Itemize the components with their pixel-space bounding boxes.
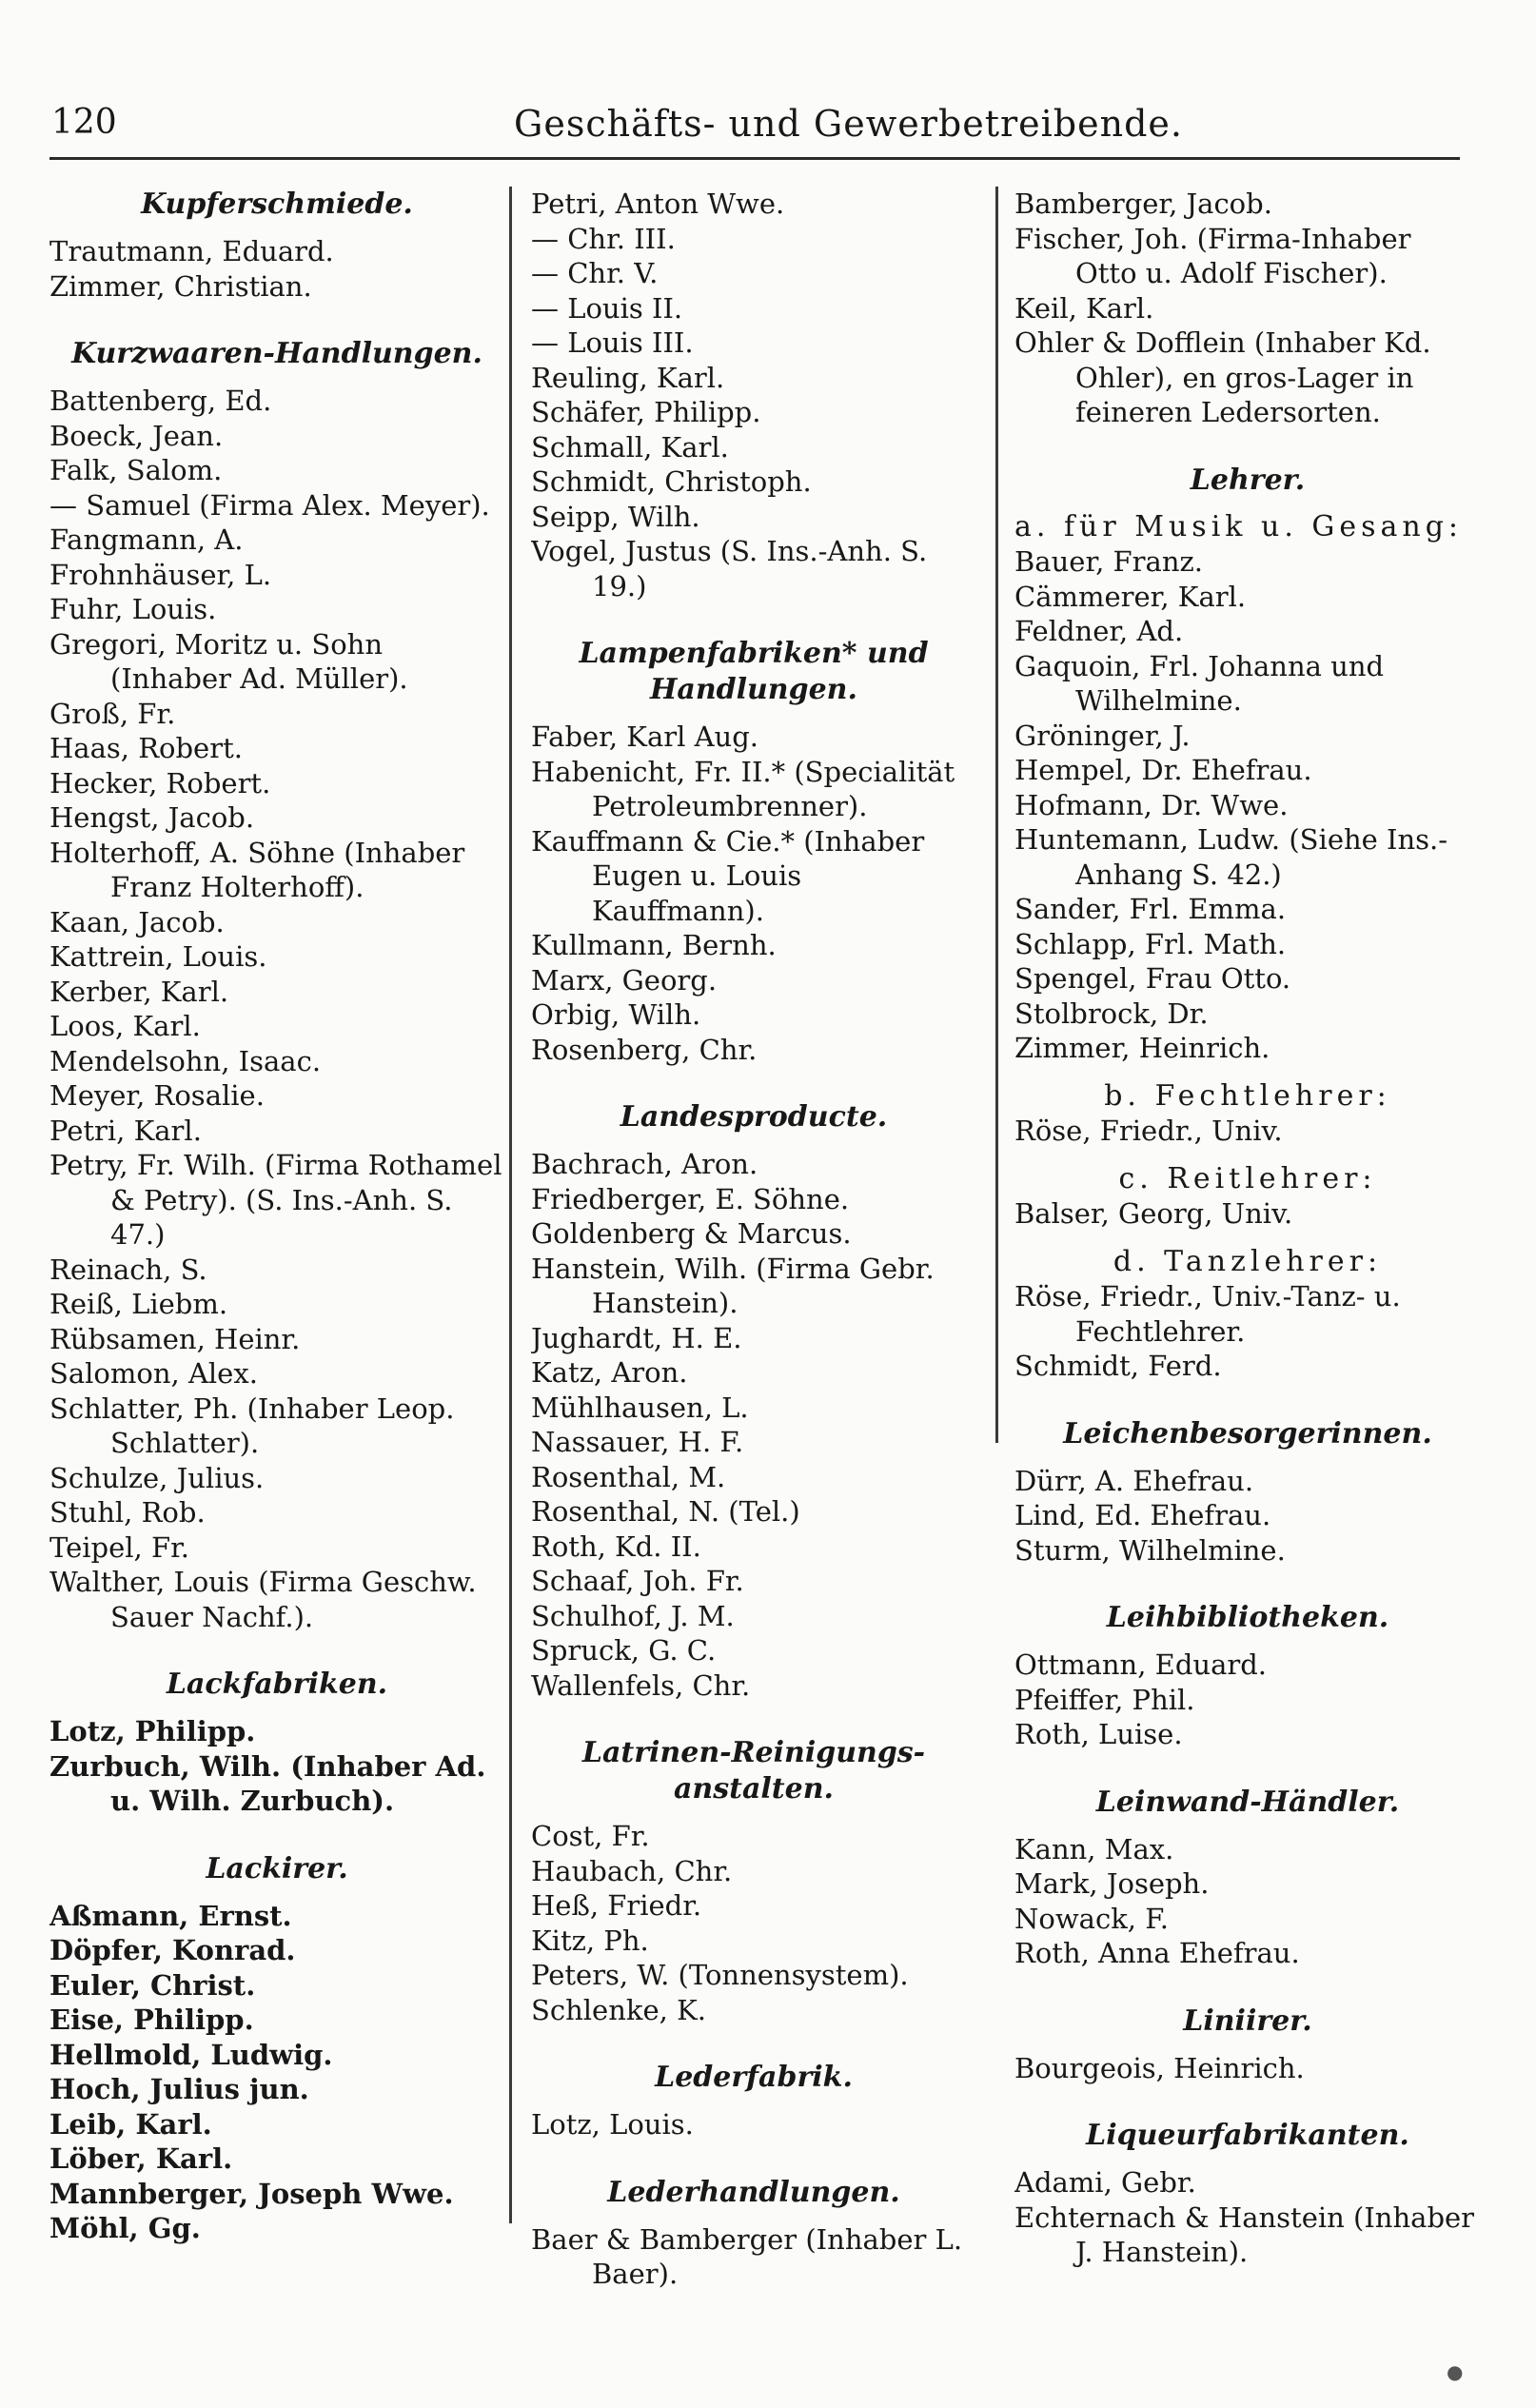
list-item: Ottmann, Eduard. — [1014, 1648, 1268, 1681]
list-item: Salomon, Alex. — [49, 1357, 258, 1390]
list-item: Nowack, F. — [1014, 1902, 1170, 1935]
list-item: Petri, Karl. — [49, 1114, 202, 1147]
list-item: Hellmold, Ludwig. — [49, 2038, 333, 2071]
list-item: Seipp, Wilh. — [531, 500, 700, 533]
list-item: Gregori, Moritz u. Sohn (Inhaber Ad. Müller). — [49, 627, 408, 695]
list-item: Zimmer, Heinrich. — [1014, 1032, 1270, 1064]
section-heading: Kupferschmiede. — [141, 188, 413, 221]
list-item: Schlapp, Frl. Math. — [1014, 927, 1287, 960]
list-item: Echternach & Hanstein (Inhaber J. Hanstein). — [1014, 2201, 1475, 2268]
list-item: — Louis II. — [531, 291, 683, 325]
list-item: Boeck, Jean. — [49, 419, 224, 452]
section-heading: Latrinen-Reinigungs-anstalten. — [581, 1736, 926, 1806]
entry-list — [531, 187, 976, 603]
section-heading: Lederhandlungen. — [607, 2175, 900, 2209]
list-item: Bamberger, Jacob. — [1014, 188, 1272, 220]
list-item: Dürr, A. Ehefrau. — [1014, 1464, 1254, 1497]
list-item: Schulze, Julius. — [49, 1461, 265, 1494]
list-item: Frohnhäuser, L. — [49, 558, 272, 591]
entry-list — [49, 234, 504, 304]
list-item: Löber, Karl. — [49, 2142, 233, 2175]
section-lederhandlungen-continued — [1014, 187, 1481, 430]
list-item: Euler, Christ. — [49, 1968, 256, 2002]
header-rule — [49, 157, 1460, 160]
entry-list — [531, 1147, 976, 1703]
list-item: Mendelsohn, Isaac. — [49, 1044, 322, 1077]
list-item: Fischer, Joh. (Firma-Inhaber Otto u. Adolf Fischer). — [1014, 222, 1411, 289]
entry-list — [531, 2222, 976, 2292]
list-item: Peters, W. (Tonnensystem). — [531, 1959, 909, 1991]
list-item: Bachrach, Aron. — [531, 1148, 758, 1180]
list-item: Sturm, Wilhelmine. — [1014, 1533, 1286, 1567]
section-heading: Liniirer. — [1183, 2003, 1312, 2038]
list-item: Schmidt, Christoph. — [531, 465, 812, 498]
list-item: Feldner, Ad. — [1014, 615, 1184, 647]
entry-list — [531, 720, 976, 1067]
section-lackirer-continued — [531, 187, 976, 603]
list-item: Lind, Ed. Ehefrau. — [1014, 1499, 1271, 1531]
list-item: Falk, Salom. — [49, 454, 223, 486]
section-lederfabrik — [531, 2060, 976, 2142]
list-item: Rosenthal, M. — [531, 1460, 726, 1493]
section-heading: Lampenfabriken* und Handlungen. — [579, 637, 929, 706]
list-item: Mannberger, Joseph Wwe. — [49, 2177, 454, 2210]
list-item: Stolbrock, Dr. — [1014, 997, 1209, 1030]
list-item: Orbig, Wilh. — [531, 998, 701, 1031]
list-item: Kann, Max. — [1014, 1832, 1174, 1865]
section-heading: Lackfabriken. — [166, 1668, 388, 1701]
column-1 — [49, 187, 504, 2408]
list-item: Lotz, Louis. — [531, 2108, 694, 2141]
subsection-label: b. Fechtlehrer: — [1104, 1078, 1391, 1113]
list-item: Lotz, Philipp. — [49, 1715, 256, 1747]
list-item: Hempel, Dr. Ehefrau. — [1014, 754, 1312, 786]
section-kurzwaaren — [49, 336, 504, 1634]
section-heading: Lehrer. — [1190, 463, 1306, 497]
list-item: Holterhoff, A. Söhne (Inhaber Franz Holterhoff). — [49, 836, 465, 903]
list-item: Haas, Robert. — [49, 732, 243, 764]
entry-list — [1014, 2165, 1481, 2270]
entry-list — [49, 1714, 504, 1819]
entry-list — [1014, 1648, 1481, 1752]
list-item: Petry, Fr. Wilh. (Firma Rothamel & Petry). (S. Ins.-Anh. S. 47.) — [49, 1149, 502, 1251]
list-item: Baer & Bamberger (Inhaber L. Baer). — [531, 2222, 963, 2290]
list-item: Petri, Anton Wwe. — [531, 188, 785, 220]
section-lackfabriken — [49, 1667, 504, 1819]
entry-list — [1014, 1464, 1481, 1569]
subsection-label: c. Reitlehrer: — [1118, 1161, 1377, 1195]
entry-list — [531, 1819, 976, 2027]
list-item: — Louis III. — [531, 326, 694, 359]
list-item: Kattrein, Louis. — [49, 940, 267, 973]
page-header — [0, 0, 1536, 162]
column-divider-1 — [509, 187, 512, 2223]
list-item: Schulhof, J. M. — [531, 1599, 735, 1632]
list-item: Zimmer, Christian. — [49, 269, 312, 303]
list-item: Fangmann, A. — [49, 523, 244, 556]
column-3 — [1014, 187, 1481, 2408]
list-item: Heß, Friedr. — [531, 1889, 702, 1922]
list-item: Kauffmann & Cie.* (Inhaber Eugen u. Louis Kauffmann). — [531, 824, 925, 927]
list-item: Cost, Fr. — [531, 1820, 650, 1852]
list-item: Gröninger, J. — [1014, 719, 1191, 752]
list-item: Schlatter, Ph. (Inhaber Leop. Schlatter). — [49, 1392, 455, 1459]
entry-list — [1014, 1279, 1481, 1384]
section-leichenbesorgerinnen — [1014, 1416, 1481, 1569]
list-item: Teipel, Fr. — [49, 1530, 189, 1564]
section-lehrer — [1014, 463, 1481, 1384]
list-item: Roth, Kd. II. — [531, 1530, 701, 1563]
list-item: Roth, Anna Ehefrau. — [1014, 1937, 1300, 1969]
list-item: Battenberg, Ed. — [49, 385, 272, 417]
list-item: Haubach, Chr. — [531, 1854, 733, 1887]
section-landesproducte — [531, 1099, 976, 1703]
section-heading: Lackirer. — [206, 1851, 348, 1885]
column-divider-2 — [995, 187, 998, 1443]
list-item: Döpfer, Konrad. — [49, 1934, 296, 1966]
running-head: Geschäfts- und Gewerbetreibende. — [514, 103, 1183, 145]
list-item: Sander, Frl. Emma. — [1014, 893, 1287, 925]
entry-list — [49, 1899, 504, 2246]
list-item: Walther, Louis (Firma Geschw. Sauer Nachf.). — [49, 1566, 477, 1633]
entry-list — [1014, 544, 1481, 1066]
column-2 — [531, 187, 976, 2408]
list-item: Habenicht, Fr. II.* (Specialität Petroleumbrenner). — [531, 755, 955, 822]
list-item: Katz, Aron. — [531, 1356, 688, 1389]
section-heading: Leichenbesorgerinnen. — [1063, 1416, 1432, 1451]
list-item: Vogel, Justus (S. Ins.-Anh. S. 19.) — [531, 535, 928, 602]
entry-list — [1014, 2051, 1481, 2086]
section-lederhandlungen — [531, 2175, 976, 2292]
list-item: Bourgeois, Heinrich. — [1014, 2051, 1305, 2084]
list-item: Roth, Luise. — [1014, 1718, 1183, 1750]
list-item: Rübsamen, Heinr. — [49, 1322, 301, 1355]
section-latrinen — [531, 1735, 976, 2027]
list-item: Wallenfels, Chr. — [531, 1668, 751, 1702]
list-item: Groß, Fr. — [49, 697, 176, 730]
list-item: Mühlhausen, L. — [531, 1391, 749, 1424]
list-item: Hanstein, Wilh. (Firma Gebr. Hanstein). — [531, 1252, 935, 1319]
list-item: Zurbuch, Wilh. (Inhaber Ad. u. Wilh. Zurbuch). — [49, 1749, 486, 1817]
list-item: Balser, Georg, Univ. — [1014, 1197, 1293, 1230]
list-item: Rosenberg, Chr. — [531, 1033, 758, 1066]
list-item: Adami, Gebr. — [1014, 2166, 1196, 2199]
page-number: 120 — [51, 103, 117, 142]
list-item: Kullmann, Bernh. — [531, 929, 777, 961]
list-item: Loos, Karl. — [49, 1010, 201, 1042]
list-item: Stuhl, Rob. — [49, 1496, 206, 1529]
list-item: Trautmann, Eduard. — [49, 235, 334, 267]
section-kupferschmiede — [49, 187, 504, 304]
list-item: Hoch, Julius jun. — [49, 2073, 309, 2105]
section-heading: Leihbibliotheken. — [1106, 1601, 1389, 1634]
list-item: Möhl, Gg. — [49, 2212, 201, 2244]
list-item: Schäfer, Philipp. — [531, 396, 761, 428]
list-item: Leib, Karl. — [49, 2107, 212, 2141]
list-item: Schmidt, Ferd. — [1014, 1350, 1222, 1382]
list-item: Ohler & Dofflein (Inhaber Kd. Ohler), en gros-Lager in feineren Ledersorten. — [1014, 326, 1431, 428]
entry-list — [1014, 1114, 1481, 1149]
list-item: Kaan, Jacob. — [49, 905, 225, 938]
list-item: Reuling, Karl. — [531, 361, 725, 394]
list-item: Kitz, Ph. — [531, 1924, 649, 1957]
list-item: — Chr. III. — [531, 222, 676, 255]
section-heading: Kurzwaaren-Handlungen. — [71, 337, 482, 370]
list-item: Huntemann, Ludw. (Siehe Ins.-Anhang S. 42.) — [1014, 823, 1448, 891]
entry-list — [1014, 1196, 1481, 1232]
entry-list — [49, 384, 504, 1634]
list-item: Kerber, Karl. — [49, 975, 229, 1008]
list-item: Rosenthal, N. (Tel.) — [531, 1495, 800, 1528]
entry-list — [1014, 1832, 1481, 1971]
section-heading: Lederfabrik. — [655, 2061, 853, 2094]
page-mark-icon: ● — [1447, 2360, 1464, 2383]
list-item: Hofmann, Dr. Wwe. — [1014, 788, 1289, 821]
section-leihbibliotheken — [1014, 1600, 1481, 1752]
list-item: Hecker, Robert. — [49, 766, 271, 799]
subsection-label: d. Tanzlehrer: — [1113, 1244, 1383, 1278]
list-item: Röse, Friedr., Univ. — [1014, 1115, 1283, 1147]
list-item: Nassauer, H. F. — [531, 1426, 744, 1458]
section-lackirer — [49, 1851, 504, 2246]
list-item: Schlenke, K. — [531, 1993, 706, 2026]
list-item: Bauer, Franz. — [1014, 545, 1204, 578]
subsection-label: a. für Musik u. Gesang: — [1014, 509, 1464, 543]
list-item: Röse, Friedr., Univ.-Tanz- u. Fechtlehrer. — [1014, 1280, 1401, 1348]
list-item: Jughardt, H. E. — [531, 1321, 742, 1354]
list-item: Reiß, Liebm. — [49, 1288, 228, 1320]
list-item: — Samuel (Firma Alex. Meyer). — [49, 488, 490, 522]
entry-list — [1014, 187, 1481, 430]
list-item: Faber, Karl Aug. — [531, 720, 758, 753]
list-item: Cämmerer, Karl. — [1014, 580, 1247, 613]
list-item: — Chr. V. — [531, 257, 659, 289]
list-item: Reinach, S. — [49, 1253, 207, 1286]
section-liniirer — [1014, 2003, 1481, 2086]
entry-list — [531, 2107, 976, 2142]
section-heading: Leinwand-Händler. — [1095, 1785, 1400, 1819]
list-item: Hengst, Jacob. — [49, 801, 255, 834]
list-item: Eise, Philipp. — [49, 2003, 254, 2036]
list-item: Gaquoin, Frl. Johanna und Wilhelmine. — [1014, 649, 1385, 717]
list-item: Schaaf, Joh. Fr. — [531, 1565, 744, 1597]
list-item: Meyer, Rosalie. — [49, 1079, 265, 1112]
list-item: Fuhr, Louis. — [49, 593, 217, 625]
list-item: Spengel, Frau Otto. — [1014, 962, 1291, 995]
section-leinwand-haendler — [1014, 1785, 1481, 1971]
section-liqueurfabrikanten — [1014, 2118, 1481, 2270]
list-item: Mark, Joseph. — [1014, 1867, 1210, 1900]
list-item: Pfeiffer, Phil. — [1014, 1683, 1195, 1716]
list-item: Marx, Georg. — [531, 963, 718, 997]
list-item: Friedberger, E. Söhne. — [531, 1182, 850, 1215]
section-heading: Liqueurfabrikanten. — [1086, 2119, 1409, 2152]
list-item: Spruck, G. C. — [531, 1634, 717, 1667]
section-lampenfabriken — [531, 636, 976, 1067]
list-item: Keil, Karl. — [1014, 291, 1154, 325]
list-item: Goldenberg & Marcus. — [531, 1217, 852, 1250]
list-item: Aßmann, Ernst. — [49, 1899, 292, 1932]
list-item: Schmall, Karl. — [531, 430, 729, 464]
section-heading: Landesproducte. — [620, 1100, 888, 1134]
